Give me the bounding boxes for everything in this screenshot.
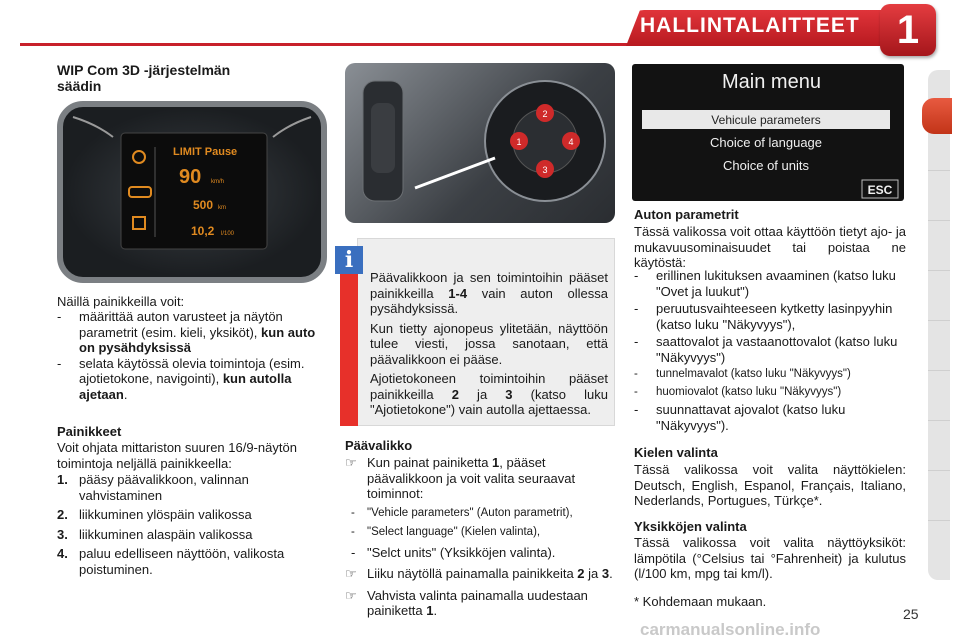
buttons-heading: Painikkeet (57, 424, 122, 439)
units-text: Tässä valikossa voit valita näyttöyksiköt: lämpötila (°Celsius tai °Fahrenheit) ja kulutus (l/100 km, mpg tai km/l). (634, 535, 906, 581)
hand-icon: ☞ (345, 566, 357, 581)
consumption-unit: l/100 (221, 231, 235, 237)
limit-label: LIMIT Pause (173, 146, 238, 158)
chapter-number: 1 (880, 4, 936, 56)
buttons-list: 1. pääsy päävalikkoon, valinnan vahvistaminen 2. liikkuminen ylöspäin valikossa 3. liikkuminen alaspäin valikossa 4. paluu edelliseen näyttöön, valikosta poistuminen. (57, 472, 285, 577)
range-unit: km (218, 205, 226, 211)
menu-item-units: Choice of units (723, 158, 809, 173)
esc-label: ESC (867, 183, 893, 197)
main-menu-screen-image (632, 64, 904, 201)
footnote: * Kohdemaan mukaan. (634, 594, 767, 609)
watermark: carmanualsonline.info (640, 620, 821, 639)
language-heading: Kielen valinta (634, 445, 718, 460)
menu-item-language: Choice of language (709, 135, 823, 150)
speed-value: 90 (179, 166, 202, 188)
steering-controls-image (345, 63, 615, 223)
section-title: HALLINTALAITTEET (640, 14, 860, 37)
svg-text:2: 2 (542, 109, 548, 119)
units-heading: Yksikköjen valinta (634, 519, 747, 534)
left-title: WIP Com 3D -järjestelmän säädin (57, 62, 231, 94)
svg-text:4: 4 (568, 137, 574, 147)
page-number: 25 (903, 606, 919, 622)
menu-item-vehicle: Vehicule parameters (711, 113, 821, 127)
speed-unit: km/h (211, 179, 225, 185)
range-value: 500 (193, 198, 214, 212)
language-text: Tässä valikossa voit valita näyttökielen: Deutsch, English, Espanol, Français, Italiano, Nederlands, Portugues, Türkçe*. (634, 462, 906, 508)
menu-heading: Päävalikko (345, 438, 413, 453)
hand-icon: ☞ (345, 455, 357, 470)
info-bar (340, 258, 358, 426)
buttons-intro: Voit ohjata mittariston suuren 16/9-näytön toimintoja neljällä painikkeella: (57, 440, 297, 471)
intro-text: Näillä painikkeilla voit: (57, 294, 185, 309)
intro-bullets: - määrittää auton varusteet ja näytön parametrit (esim. kieli, yksiköt), kun auto on pysähdyksissä - selata käytössä olevia toimintoja (esim. ajotietokone, navigointi), kun autolla ajetaan. (57, 309, 316, 402)
info-icon: i (335, 246, 363, 274)
active-chapter-tab (922, 98, 952, 134)
svg-text:3: 3 (542, 165, 548, 175)
hand-icon: ☞ (345, 587, 357, 603)
vehicle-intro: Tässä valikossa voit ottaa käyttöön tietyt ajo- ja mukavuusominaisuudet tai poistaa ne käytöstä: (634, 224, 906, 270)
instrument-cluster-image (57, 101, 327, 283)
menu-screen-title: Main menu (722, 71, 821, 93)
menu-steps: ☞ Kun painat painiketta 1, pääset päävalikkoon ja voit valita seuraavat toiminnot: - "Vehicle parameters" (Auton parametrit), - "Select language" (Kielen valinta), - "Selct units" (Yksikköjen valinta). ☞ Liiku näytöllä painamalla painikkeita 2 ja 3. ☞ Vahvista valinta painamalla uudestaan painiketta 1. (345, 455, 613, 618)
vehicle-heading: Auton parametrit (634, 207, 739, 222)
info-text: Päävalikkoon ja sen toimintoihin pääset painikkeilla 1-4 vain auton ollessa pysähdyksissä. Kun tietty ajonopeus ylitetään, näyttöön tulee viesti, jossa sanotaan, että päävalikkoon ei pääse. Ajotietokoneen toimintoihin pääset painikkeilla 2 ja 3 (katso luku "Ajotietokone") vain autolla ajettaessa. (370, 270, 608, 417)
vehicle-list: - erillinen lukituksen avaaminen (katso luku "Ovet ja luukut") - peruutusvaihteeseen kytketty lasinpyyhin (katso luku "Näkyvyys"), - saattovalot ja vastaanottovalot (katso luku "Näkyvyys") - tunnelmavalot (katso luku "Näkyvyys") - huomiovalot (katso luku "Näkyvyys") - suunnattavat ajovalot (katso luku "Näkyvyys"). (634, 268, 898, 433)
svg-text:1: 1 (516, 137, 522, 147)
chapter-tabs (928, 70, 950, 580)
consumption-value: 10,2 (191, 224, 215, 238)
